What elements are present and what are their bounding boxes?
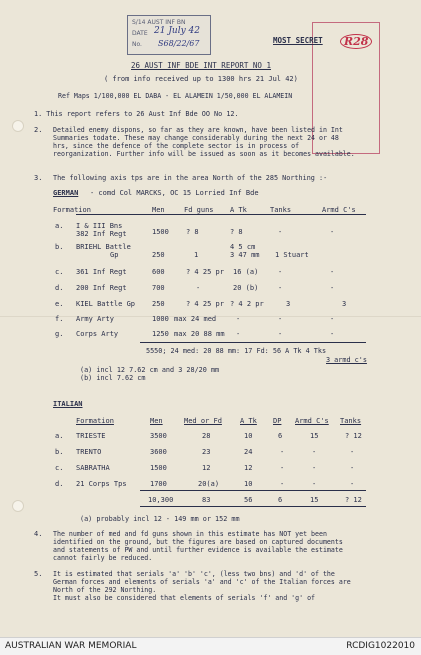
total-men: 10,300 [148, 496, 174, 504]
german-header-atk: A Tk [230, 206, 247, 214]
pencil-annotation: R28 [340, 34, 372, 49]
row-armd: - [330, 284, 335, 292]
row-tanks: - [350, 464, 355, 472]
german-heading: GERMAN [53, 189, 79, 197]
row-atk: 4 5 cm [230, 243, 256, 251]
classification-marking: MOST SECRET [273, 36, 323, 45]
row-men: 250 [152, 251, 165, 259]
row-armd: - [330, 315, 335, 323]
total-tanks: ? 12 [345, 496, 362, 504]
row-letter: a. [55, 222, 64, 230]
row-tanks: - [278, 330, 283, 338]
stamp-no-label: No. [132, 41, 142, 48]
german-header-armd: Armd C's [322, 206, 356, 214]
row-tanks: - [350, 448, 355, 456]
italian-header-formation: Formation [76, 417, 114, 425]
row-dp: - [280, 448, 285, 456]
punch-hole [12, 500, 24, 512]
german-header-fd-guns: Fd guns [184, 206, 214, 214]
italian-header-med: Med or Fd [184, 417, 222, 425]
row-formation: 21 Corps Tps [76, 480, 127, 488]
report-title: 26 AUST INF BDE INT REPORT NO 1 [131, 61, 271, 70]
total-dp: 6 [278, 496, 283, 504]
report-subtitle: ( from info received up to 1300 hrs 21 Jul 42) [104, 75, 298, 83]
row-letter: c. [55, 464, 64, 472]
row-men: 250 [152, 300, 165, 308]
row-formation: BRIEHL Battle [76, 243, 131, 251]
row-formation: KIEL Battle Gp [76, 300, 136, 308]
german-header-formation: Formation [53, 206, 91, 214]
row-atk: 24 [244, 448, 253, 456]
italian-heading: ITALIAN [53, 400, 83, 408]
italian-header-atk: A Tk [240, 417, 257, 425]
stamp-date: 21 July 42 [154, 26, 200, 36]
row-formation: 361 Inf Regt [76, 268, 127, 276]
total-med: 83 [202, 496, 211, 504]
row-men: 1500 [152, 228, 169, 236]
row-formation: TRIESTE [76, 432, 106, 440]
german-header-men: Men [152, 206, 165, 214]
italian-note-a: (a) probably incl 12 - 149 mm or 152 mm [80, 515, 240, 523]
german-header-underline [76, 214, 366, 215]
paragraph-1: 1. This report refers to 26 Aust Inf Bde OO No 12. [34, 110, 239, 118]
footer-id: RCDIG1022010 [346, 641, 415, 651]
paragraph-3: The following axis tps are in the area North of the 285 Northing :- [53, 174, 328, 182]
row-formation: TRENTO [76, 448, 102, 456]
archive-footer [0, 637, 421, 655]
row-men: 1000 [152, 315, 169, 323]
paragraph-2: Detailed enemy dispons, so far as they are known, have been listed in Int Summaries todate. These may change considerably during the next 24 or 48 hrs, since the defence of the complete sector is in process of reorganization. Further info will be issued as soon as it becomes available. [53, 126, 355, 158]
italian-header-dp: DP [273, 417, 282, 425]
row-med: 20(a) [198, 480, 220, 488]
german-command: - comd Col MARCKS, OC 15 Lorried Inf Bde [90, 189, 259, 197]
row-letter: f. [55, 315, 64, 323]
row-formation: 200 Inf Regt [76, 284, 127, 292]
row-letter: a. [55, 432, 64, 440]
row-formation: Army Arty [76, 315, 114, 323]
row-formation: Corps Arty [76, 330, 119, 338]
row-tanks: - [278, 315, 283, 323]
row-letter: b. [55, 448, 64, 456]
row-letter: d. [55, 480, 64, 488]
row-atk-cont: 3 47 mm [230, 251, 260, 259]
row-med: 23 [202, 448, 211, 456]
row-atk: 16 (a) [233, 268, 259, 276]
row-armd: - [330, 228, 335, 236]
row-armd: - [312, 464, 317, 472]
row-atk: 10 [244, 432, 253, 440]
row-formation: I & III Bns [76, 222, 123, 230]
row-tanks: ? 12 [345, 432, 362, 440]
row-letter: c. [55, 268, 64, 276]
german-total-rule [140, 342, 366, 343]
row-formation-cont: 382 Inf Regt [76, 230, 127, 238]
row-atk: 20 (b) [233, 284, 259, 292]
row-letter: d. [55, 284, 64, 292]
italian-total-underline [140, 506, 366, 507]
stamp-date-label: DATE [132, 30, 148, 37]
paragraph-5: It is estimated that serials 'a' 'b' 'c', (less two bns) and 'd' of the German forces and elements of serials 'a' and 'c' of the Italian forces are North of the 292 Northing. It must also be considered that elements of serials 'f' and 'g' of [53, 570, 351, 602]
row-fd-guns: - [196, 284, 201, 292]
row-men: 700 [152, 284, 165, 292]
row-men: 1700 [150, 480, 167, 488]
footer-source: AUSTRALIAN WAR MEMORIAL [5, 641, 137, 651]
row-formation: SABRATHA [76, 464, 110, 472]
italian-header-men: Men [150, 417, 163, 425]
row-dp: 6 [278, 432, 283, 440]
row-fd-guns: max 24 med [174, 315, 217, 323]
row-dp: - [280, 464, 285, 472]
row-fd-guns: ? 4 25 pr [186, 300, 224, 308]
stamp-number: S68/22/67 [158, 39, 200, 48]
row-letter: b. [55, 243, 64, 251]
german-totals: 5550; 24 med: 20 88 mm: 17 Fd: 56 A Tk 4 Tks [146, 347, 327, 355]
row-men: 600 [152, 268, 165, 276]
row-armd: - [312, 448, 317, 456]
row-armd: - [330, 268, 335, 276]
row-tanks: 1 Stuart [275, 251, 309, 259]
paragraph-3-number: 3. [34, 174, 43, 182]
row-fd-guns: max 20 88 mm [174, 330, 225, 338]
row-atk: - [236, 315, 241, 323]
row-fd-guns: ? 4 25 pr [186, 268, 224, 276]
row-letter: g. [55, 330, 64, 338]
registry-stamp [127, 15, 211, 55]
total-armd: 15 [310, 496, 319, 504]
row-men: 3500 [150, 432, 167, 440]
row-tanks: 3 [286, 300, 291, 308]
row-tanks: - [350, 480, 355, 488]
row-tanks: - [278, 268, 283, 276]
paragraph-4-number: 4. [34, 530, 43, 538]
row-armd: 15 [310, 432, 319, 440]
row-med: 28 [202, 432, 211, 440]
paragraph-2-number: 2. [34, 126, 43, 134]
german-note-a: (a) incl 12 7.62 cm and 3 28/20 mm [80, 366, 220, 374]
italian-total-rule [140, 490, 366, 491]
row-atk: ? 4 2 pr [230, 300, 264, 308]
row-armd: - [312, 480, 317, 488]
row-dp: - [280, 480, 285, 488]
german-totals-cont: 3 armd c's [326, 356, 367, 364]
row-formation-cont: Gp [110, 251, 119, 259]
total-atk: 56 [244, 496, 253, 504]
row-men: 3600 [150, 448, 167, 456]
row-men: 1500 [150, 464, 167, 472]
paragraph-5-number: 5. [34, 570, 43, 578]
row-tanks: - [278, 228, 283, 236]
row-atk: - [236, 330, 241, 338]
german-header-tanks: Tanks [270, 206, 292, 214]
punch-hole [12, 120, 24, 132]
row-armd: 3 [342, 300, 347, 308]
row-atk: ? 8 [230, 228, 243, 236]
row-atk: 10 [244, 480, 253, 488]
italian-header-tanks: Tanks [340, 417, 362, 425]
map-reference: Ref Maps 1/100,000 EL DABA - EL ALAMEIN 1/50,000 EL ALAMEIN [58, 92, 293, 100]
row-letter: e. [55, 300, 64, 308]
row-men: 1250 [152, 330, 169, 338]
row-fd-guns: 1 [194, 251, 199, 259]
stamp-unit: S/14 AUST INF BN [132, 19, 186, 26]
row-tanks: - [278, 284, 283, 292]
paragraph-4: The number of med and fd guns shown in this estimate has NOT yet been identified on the ground, but the figures are based on captured documents and statements of PW and until further evidence is available the estimate cannot fairly be reduced. [53, 530, 343, 562]
row-armd: - [330, 330, 335, 338]
italian-header-armd: Armd C's [295, 417, 329, 425]
row-fd-guns: ? 8 [186, 228, 199, 236]
row-atk: 12 [244, 464, 253, 472]
row-med: 12 [202, 464, 211, 472]
german-note-b: (b) incl 7.62 cm [80, 374, 146, 382]
